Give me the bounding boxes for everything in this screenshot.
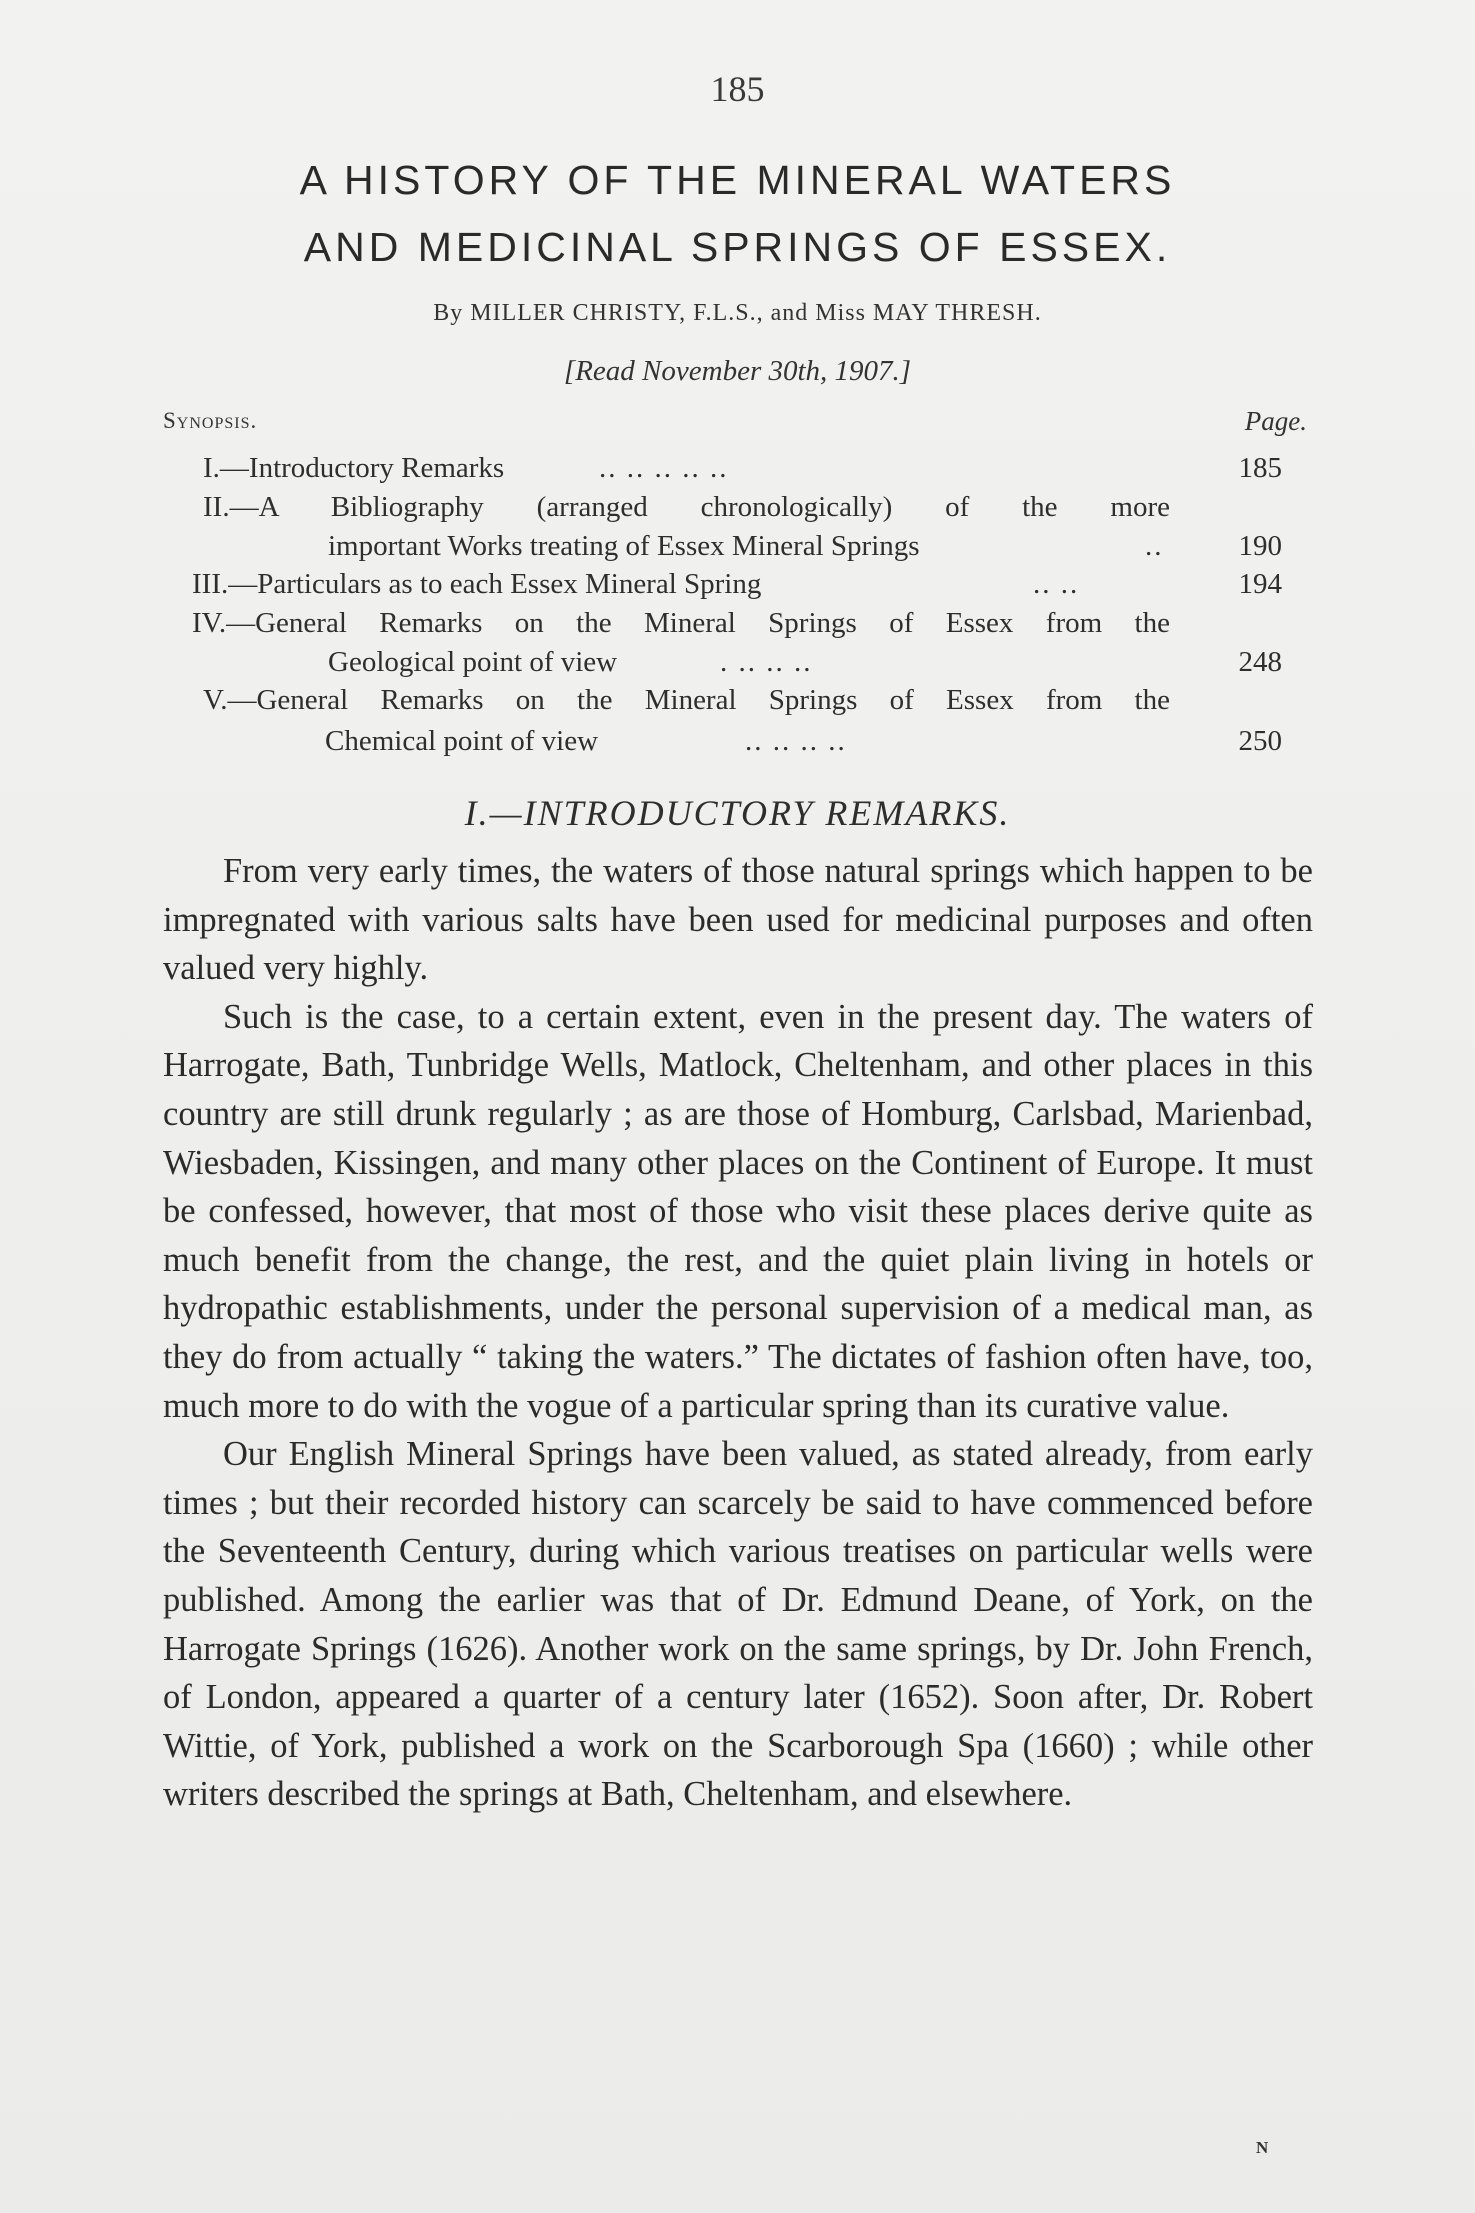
- synopsis-entry-2-text: II.—A Bibliography (arranged chronologically) of the more: [203, 491, 1170, 523]
- read-note: [Read November 30th, 1907.]: [563, 355, 912, 387]
- synopsis-entry-1-leader: .. .. .. .. ..: [599, 452, 729, 484]
- byline: By MILLER CHRISTY, F.L.S., and Miss MAY THRESH.: [433, 300, 1042, 326]
- synopsis-entry-5-text: V.—General Remarks on the Mineral Springs of Essex from the: [203, 684, 1170, 716]
- synopsis-entry-2-page: 190: [1238, 530, 1282, 562]
- paragraph-2: Such is the case, to a certain extent, even in the present day. The waters of Harrogate, Bath, Tunbridge Wells, Matlock, Cheltenham, and other places in this country are still drunk regularly ; as are those of Homburg, Carlsbad, Marienbad, Wiesbaden, Kissingen, and many other places on the Continent of Europe. It must be confessed, however, that most of those who visit these places derive quite as much benefit from the change, the rest, and the quiet plain living in hotels or hydropathic establishments, under the personal supervision of a medical man, as they do from actually “ taking the waters.” The dictates of fashion often have, too, much more to do with the vogue of a particular spring than its curative value.: [163, 997, 1313, 1425]
- signature-mark: N: [1256, 2138, 1269, 2157]
- synopsis-entry-4-page: 248: [1238, 646, 1282, 678]
- synopsis-entry-4-leader: . .. .. ..: [720, 646, 813, 678]
- page-number: 185: [710, 69, 765, 109]
- section-heading: I.—INTRODUCTORY REMARKS.: [464, 793, 1011, 833]
- title-line-1: A HISTORY OF THE MINERAL WATERS: [299, 157, 1176, 203]
- body-text: [163, 847, 1313, 1819]
- synopsis-entry-5-text-cont: Chemical point of view: [325, 725, 599, 757]
- synopsis-page-heading: Page.: [1244, 406, 1307, 436]
- synopsis-heading: Synopsis.: [163, 408, 258, 433]
- synopsis-entry-3-page: 194: [1238, 568, 1282, 600]
- synopsis-entry-5-leader: .. .. .. ..: [745, 725, 847, 757]
- synopsis-entry-4-text: IV.—General Remarks on the Mineral Springs of Essex from the: [192, 607, 1170, 639]
- synopsis-entry-2-text-cont: important Works treating of Essex Mineral Springs: [328, 530, 920, 562]
- synopsis-entry-3-text: III.—Particulars as to each Essex Mineral Spring: [192, 568, 762, 600]
- synopsis-entry-1-text: I.—Introductory Remarks: [203, 452, 505, 484]
- paragraph-3: Our English Mineral Springs have been valued, as stated already, from early times ; but their recorded history can scarcely be said to have commenced before the Seventeenth Century, during which various treatises on particular wells were published. Among the earlier was that of Dr. Edmund Deane, of York, on the Harrogate Springs (1626). Another work on the same springs, by Dr. John French, of London, appeared a quarter of a century later (1652). Soon after, Dr. Robert Wittie, of York, published a work on the Scarborough Spa (1660) ; while other writers described the springs at Bath, Cheltenham, and elsewhere.: [163, 1435, 1313, 1814]
- paragraph-1: From very early times, the waters of those natural springs which happen to be impregnated with various salts have been used for medicinal purposes and often valued very highly.: [163, 852, 1313, 988]
- title-line-2: AND MEDICINAL SPRINGS OF ESSEX.: [303, 224, 1172, 270]
- synopsis-entry-3-leader: .. ..: [1033, 568, 1080, 600]
- synopsis-entry-1-page: 185: [1238, 452, 1282, 484]
- synopsis-entry-2-leader: ..: [1145, 530, 1164, 562]
- synopsis-entry-5-page: 250: [1238, 725, 1282, 757]
- synopsis-entry-4-text-cont: Geological point of view: [328, 646, 618, 678]
